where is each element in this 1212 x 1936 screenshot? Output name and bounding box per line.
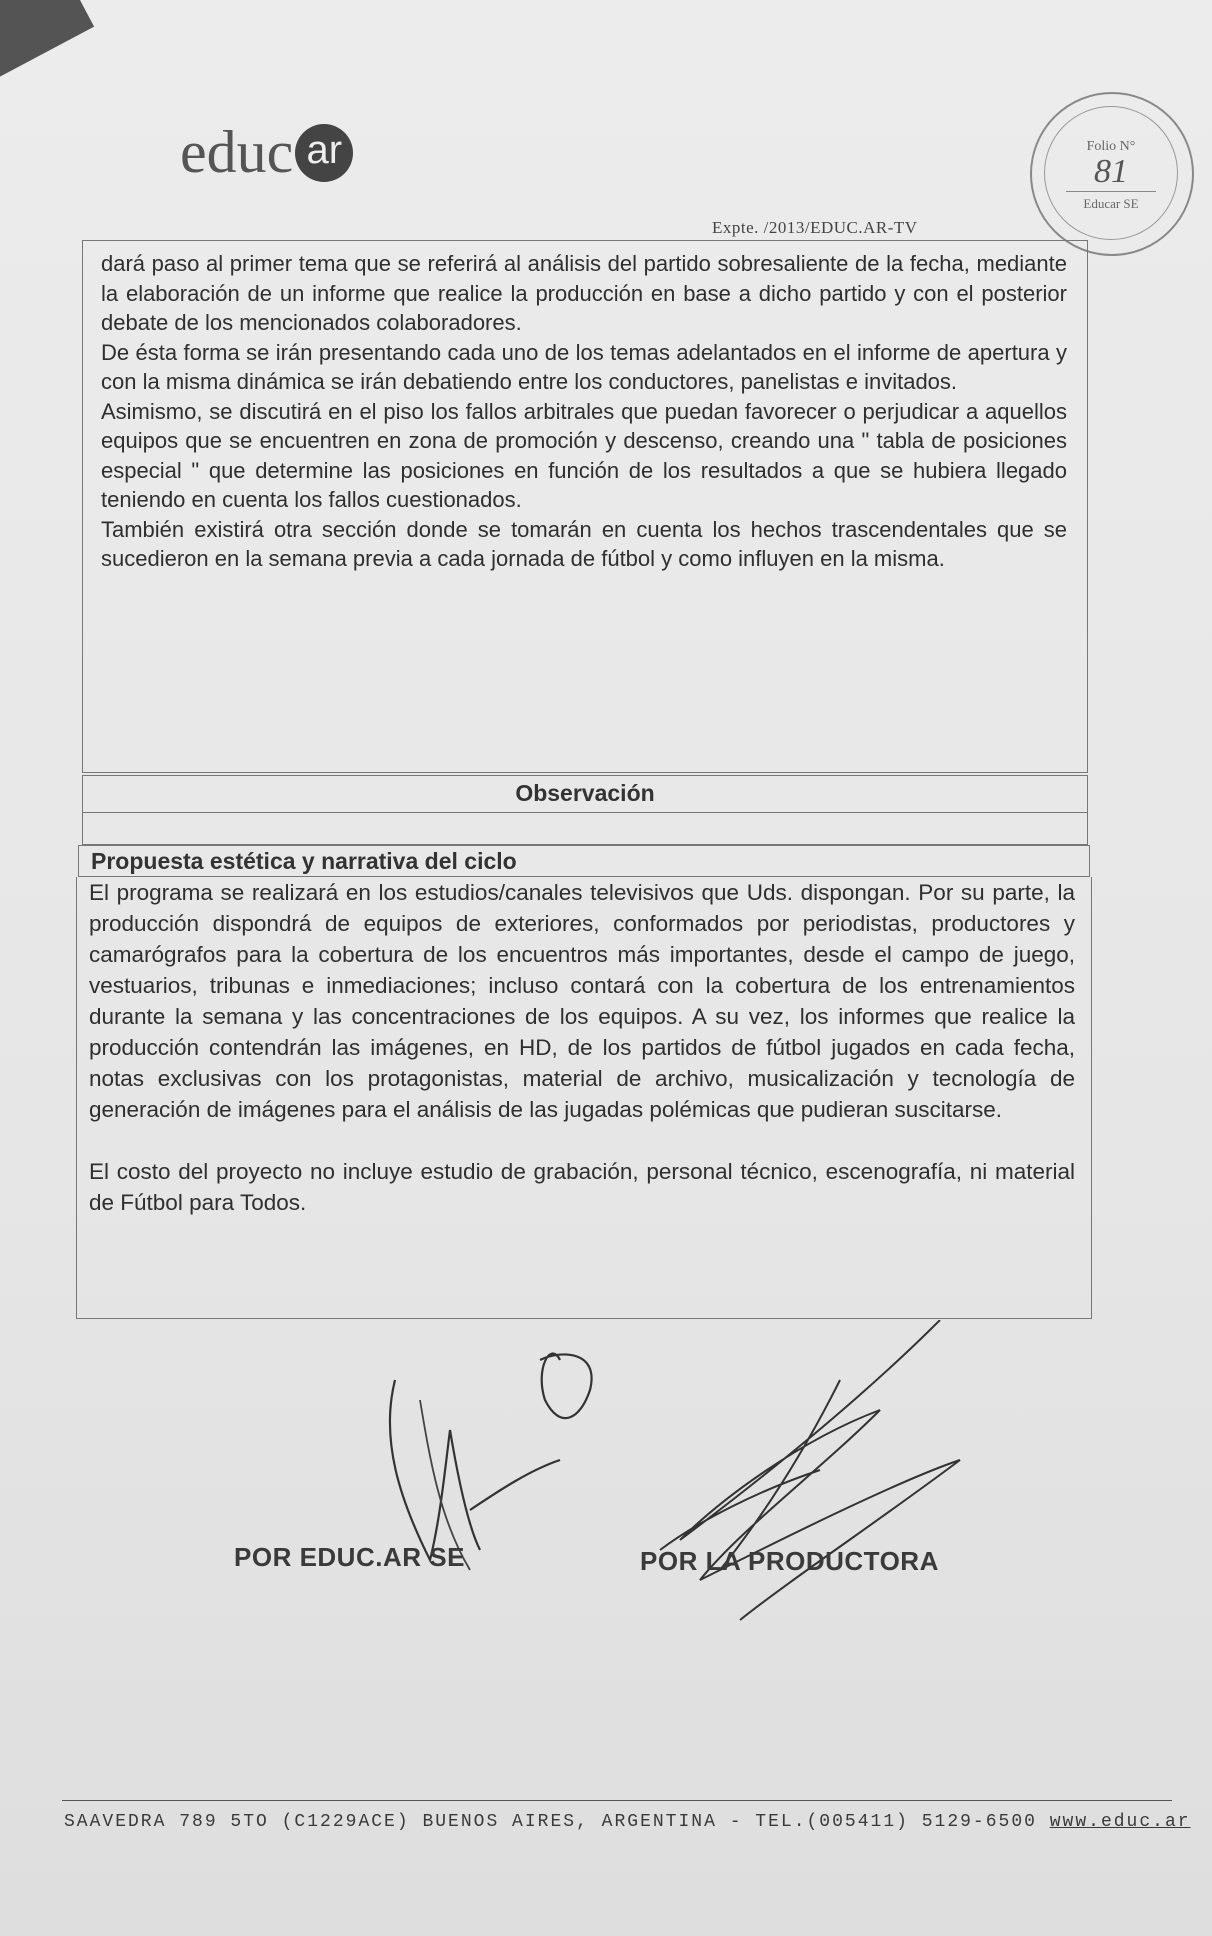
logo-text: educ [180, 119, 294, 185]
footer [64, 1812, 1191, 1832]
description-paragraph: También existirá otra sección donde se tomarán en cuenta los hechos trascendentales que se sucedieron en la semana previa a cada jornada de fútbol y como influyen en la misma. [101, 516, 1067, 571]
handwritten-signatures [0, 1320, 1212, 1640]
folio-stamp [1030, 92, 1194, 256]
signature-label-productora: POR LA PRODUCTORA [640, 1546, 939, 1576]
logo-badge: ar [295, 124, 353, 182]
description-text [83, 241, 1087, 574]
propuesta-box [76, 877, 1092, 1319]
folio-footer: Educar SE [1083, 196, 1139, 211]
footer-divider [62, 1800, 1172, 1801]
expediente-number: Expte. /2013/EDUC.AR-TV [712, 218, 918, 237]
description-box [82, 240, 1088, 773]
folio-stamp-inner [1044, 106, 1178, 240]
folio-label: Folio N° [1086, 139, 1136, 154]
educar-logo [180, 118, 353, 187]
observacion-heading: Observación [82, 775, 1088, 813]
description-paragraph: Asimismo, se discutirá en el piso los fallos arbitrales que puedan favorecer o perjudicar a aquellos equipos que se encuentren en zona de promoción y descenso, creando una " tabla de posiciones especial " que determine las posiciones en función de los resultados a que se hubiera llegado teniendo en cuenta los fallos cuestionados. [101, 398, 1067, 512]
folio-divider [1066, 191, 1156, 192]
signature-label-educar: POR EDUC.AR SE [234, 1542, 465, 1572]
footer-website: www.educ.ar [1049, 1812, 1191, 1832]
description-paragraph: De ésta forma se irán presentando cada uno de los temas adelantados en el informe de apertura y con la misma dinámica se irán debatiendo entre los conductores, panelistas e invitados. [101, 339, 1067, 394]
folio-number: 81 [1094, 153, 1128, 190]
footer-address: SAAVEDRA 789 5TO (C1229ACE) BUENOS AIRES, ARGENTINA - TEL.(005411) 5129-6500 [64, 1812, 1037, 1832]
signature-left [390, 1354, 592, 1560]
propuesta-heading: Propuesta estética y narrativa del ciclo [78, 845, 1090, 877]
description-paragraph: dará paso al primer tema que se referirá al análisis del partido sobresaliente de la fecha, mediante la elaboración de un informe que realice la producción en base a dicho partido y con el posterior debate de los mencionados colaboradores. [101, 251, 1067, 335]
propuesta-paragraph: El programa se realizará en los estudios/canales televisivos que Uds. dispongan. Por su parte, la producción dispondrá de equipos de exteriores, conformados por periodistas, productores y camarógrafos para la cobertura de los encuentros más importantes, desde el campo de juego, vestuarios, tribunas e inmediaciones; incluso contará con la cobertura de los entrenamientos durante la semana y las concentraciones de los equipos. A su vez, los informes que realice la producción contendrán las imágenes, en HD, de los partidos de fútbol jugados en cada fecha, notas exclusivas con los protagonistas, material de archivo, musicalización y tecnología de generación de imágenes para el análisis de las jugadas polémicas que pudieran suscitarse. [89, 880, 1075, 1122]
page-corner-shadow [0, 0, 94, 83]
propuesta-paragraph: El costo del proyecto no incluye estudio de grabación, personal técnico, escenografía, ni material de Fútbol para Todos. [89, 1159, 1075, 1215]
observacion-content [82, 813, 1088, 845]
signature-area [0, 1320, 1212, 1640]
propuesta-text [77, 877, 1091, 1218]
